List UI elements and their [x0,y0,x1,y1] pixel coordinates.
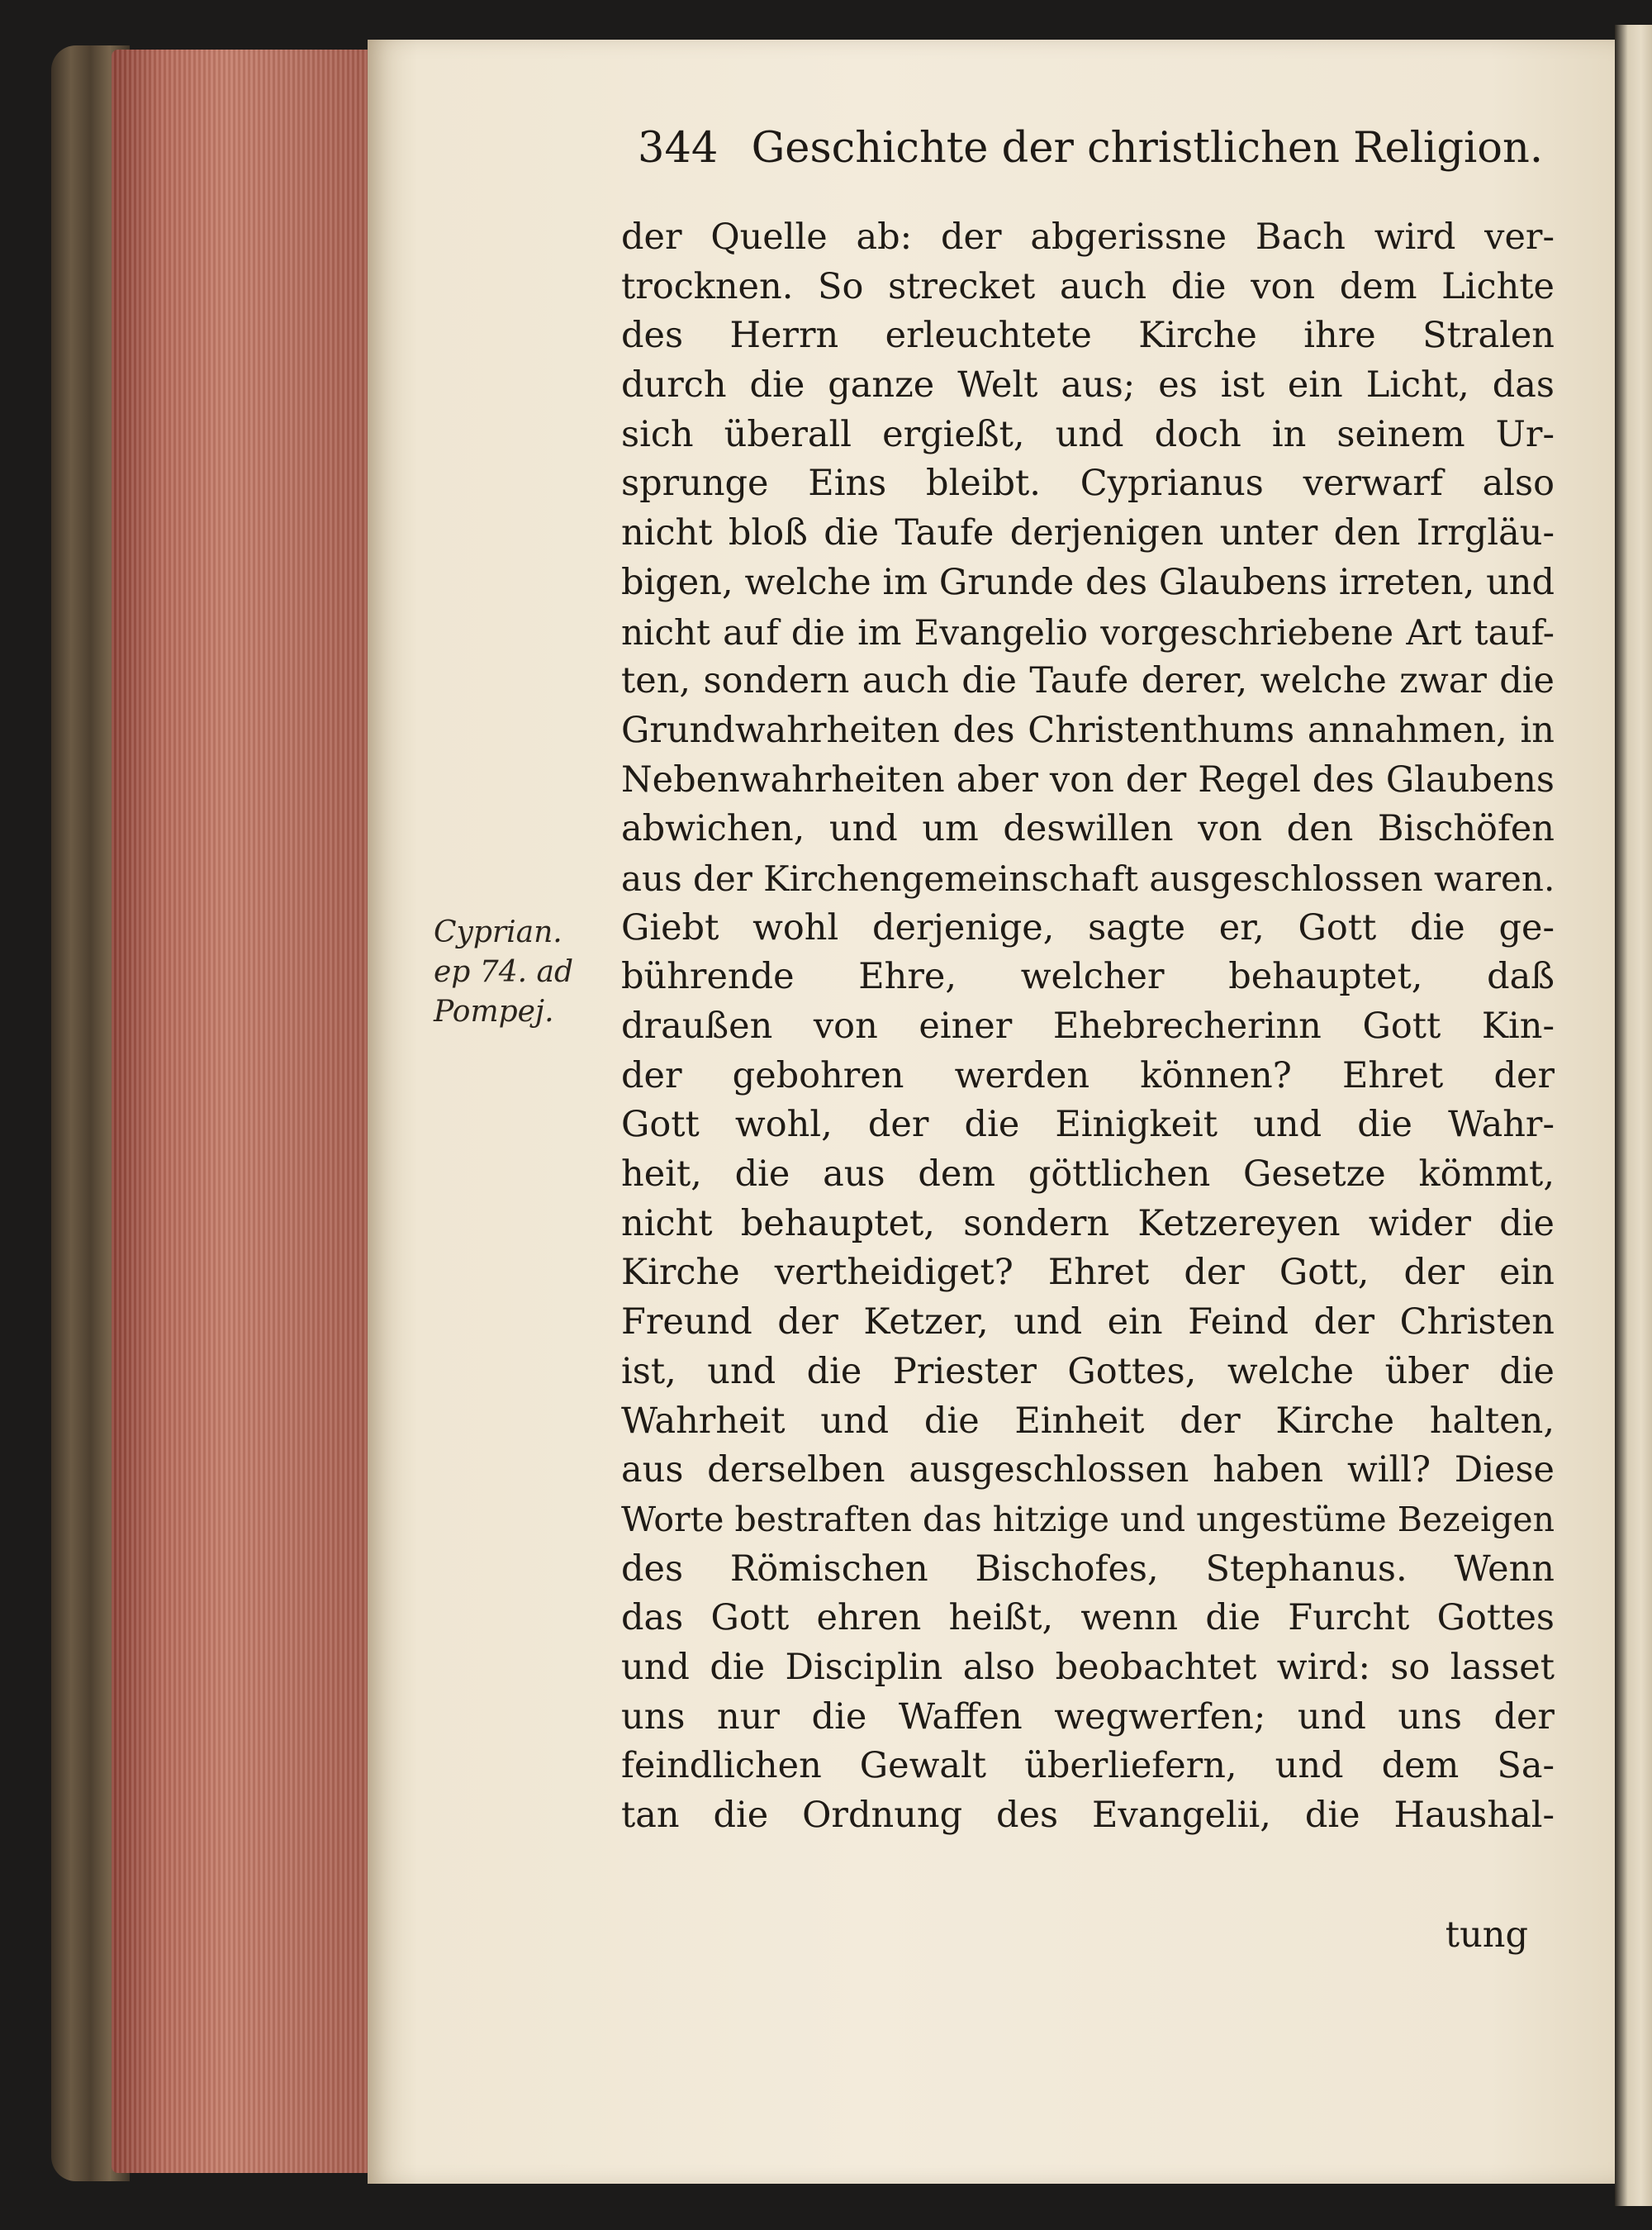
text-line: Grundwahrheiten des Christenthums annahmen, in [621,709,1555,751]
text-line: trocknen. So strecket auch die von dem Lichte [621,265,1555,307]
text-line: nicht auf die im Evangelio vorgeschriebene Art tauf- [621,611,1555,653]
text-line: heit, die aus dem göttlichen Gesetze kömmt, [621,1153,1555,1196]
text-line: sich überall ergießt, und doch in seinem Ur- [621,413,1555,455]
text-line: abwichen, und um deswillen von den Bischöfen [621,808,1555,850]
text-line: tan die Ordnung des Evangelii, die Haushal- [621,1795,1555,1836]
text-line: draußen von einer Ehebrecherinn Gott Kin- [621,1006,1555,1047]
text-line: des Römischen Bischofes, Stephanus. Wenn [621,1548,1555,1590]
marginal-line: Pompej. [434,995,554,1029]
running-head: Geschichte der christlichen Religion. [751,124,1544,173]
text-line: sprunge Eins bleibt. Cyprianus verwarf also [621,463,1555,505]
text-line: das Gott ehren heißt, wenn die Furcht Gottes [621,1597,1555,1639]
text-line: uns nur die Waffen wegwerfen; und uns der [621,1695,1555,1738]
text-line: Wahrheit und die Einheit der Kirche halten, [621,1400,1555,1442]
text-line: Freund der Ketzer, und ein Feind der Christen [621,1301,1555,1343]
text-line: und die Disciplin also beobachtet wird: so lasset [621,1646,1555,1688]
text-line: durch die ganze Welt aus; es ist ein Licht, das [621,364,1555,407]
marginal-line: ep 74. ad [434,955,573,989]
text-line: aus der Kirchengemeinschaft ausgeschlossen waren. [621,858,1555,899]
page-number: 344 [638,124,719,173]
catchword: tung [1445,1914,1528,1956]
text-line: des Herrn erleuchtete Kirche ihre Stralen [621,315,1555,357]
text-line: bigen, welche im Grunde des Glaubens irreten, und [621,561,1555,603]
facing-page-edge [1615,25,1652,2206]
text-line: aus derselben ausgeschlossen haben will? Diese [621,1449,1555,1491]
text-line: Gott wohl, der die Einigkeit und die Wahr- [621,1104,1555,1146]
text-line: Nebenwahrheiten aber von der Regel des Glaubens [621,758,1555,801]
text-line: nicht behauptet, sondern Ketzereyen wider die [621,1202,1555,1244]
text-line: bührende Ehre, welcher behauptet, daß [621,956,1555,998]
text-line: der gebohren werden können? Ehret der [621,1054,1555,1096]
text-line: ist, und die Priester Gottes, welche über die [621,1350,1555,1392]
marginal-line: Cyprian. [434,915,563,949]
text-line: feindlichen Gewalt überliefern, und dem Sa- [621,1745,1555,1787]
text-line: nicht bloß die Taufe derjenigen unter den Irrgläu- [621,512,1555,554]
body-text [621,213,1555,1841]
page-edges [112,50,368,2173]
text-line: der Quelle ab: der abgerissne Bach wird ver- [621,216,1555,258]
marginal-note [434,913,591,1032]
text-line: Giebt wohl derjenige, sagte er, Gott die ge- [621,906,1555,949]
text-line: Kirche vertheidiget? Ehret der Gott, der ein [621,1252,1555,1294]
page-header [638,116,1546,182]
text-line: ten, sondern auch die Taufe derer, welche zwar die [621,660,1555,702]
text-line: Worte bestraften das hitzige und ungestüme Bezeigen [621,1499,1555,1539]
